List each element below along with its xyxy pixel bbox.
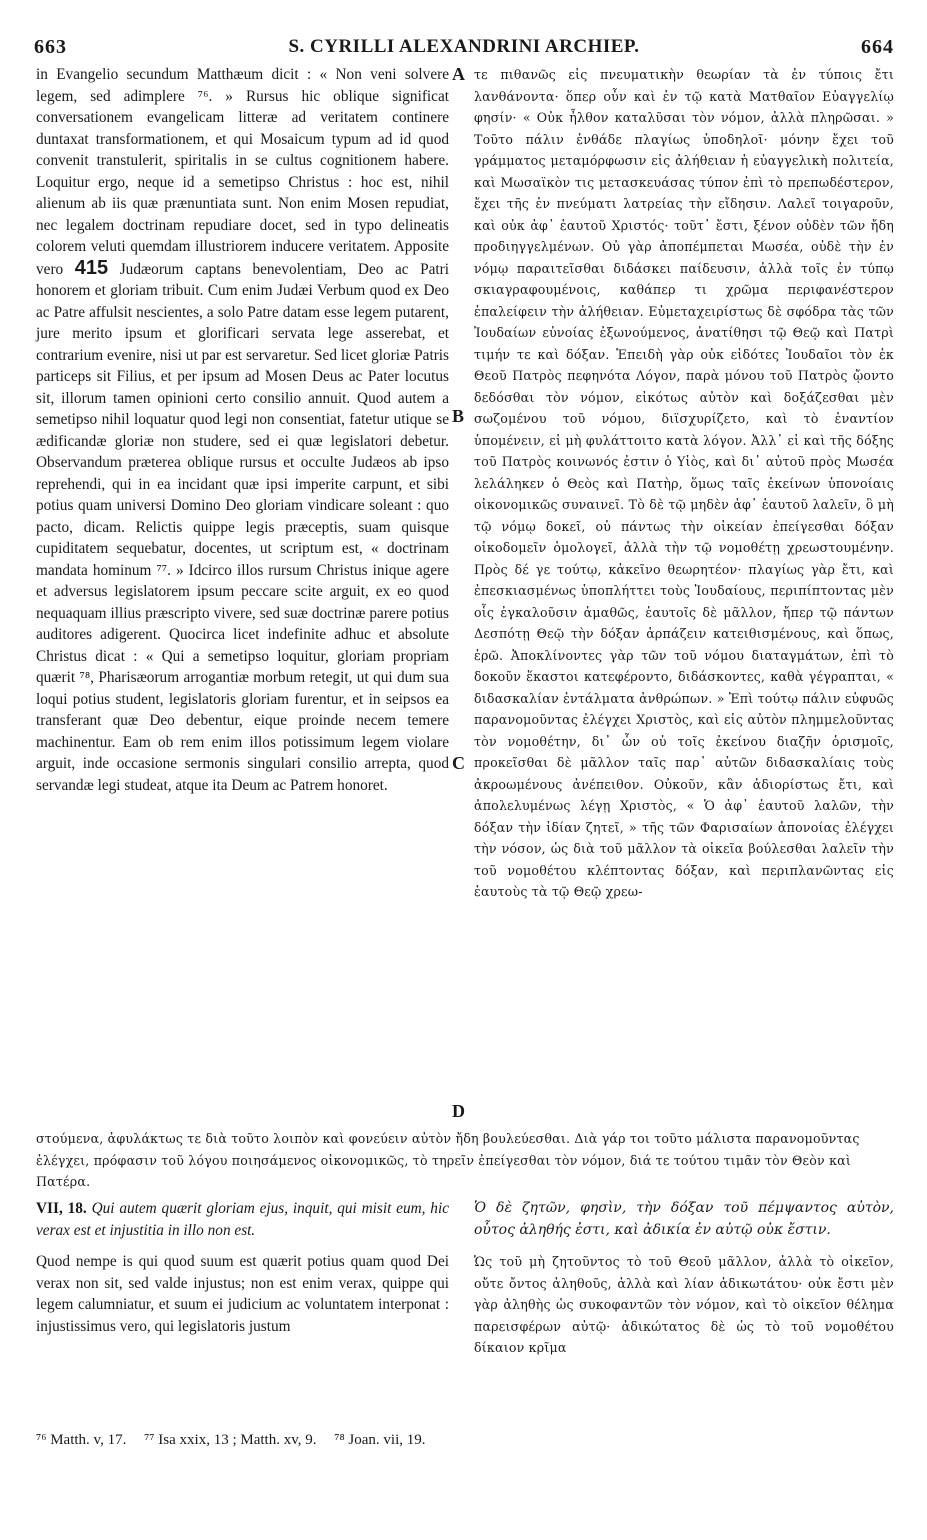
- greek-text: τε πιθανῶς εἰς πνευματικὴν θεωρίαν τὰ ἐν τύποις ἔτι λανθάνοντα· ὅπερ οὖν καὶ ἐν τῷ κατὰ Ματθαῖον Εὐαγγελίῳ φησίν· « Οὐκ ἦλθον καταλῦσαι τὸν νόμον, ἀλλὰ πληρῶσαι. » Τοῦτο πάλιν ἐνθάδε πλαγίως ὑποδηλοῖ· μόνην ἔχει τοῦ γράμματος μεταμόρφωσιν εἰς ἀλήθειαν ἡ εὐαγγελικὴ πολιτεία, καὶ Μωσαϊκὸν τις μετασκευάσας τύπον ἐπὶ τὸ πρεπωδέστερον, ἔχει τῆς ἐν πνεύματι λατρείας τὴν εἴδησιν. Λαλεῖ τοιγαροῦν, καὶ οὐκ ἀφ᾽ ἑαυτοῦ Χριστός· τοῦτ᾽ ἔστι, ξένον οὐδὲν τῶν ἤδη προδιηγγελμένων. Οὐ γὰρ ἀποπέμπεται Μωσέα, οὐδὲ τὴν ἐν νόμῳ παραιτεῖσθαι διδάσκει παίδευσιν, ἀλλὰ τοῖς ἐν τύπῳ σκιαγραφουμένοις, καθάπερ τι χρῶμα περιφανέστερον ἐπαλείφειν τὴν ἀλήθειαν. Εὐμεταχειρίστως δὲ σφόδρα τὰς τῶν Ἰουδαίων εὐνοίας ἐξωνούμενος, ἀνατίθησι τῷ Θεῷ καὶ Πατρὶ τιμήν τε καὶ δόξαν. Ἐπειδὴ γὰρ οὐκ εἰδότες Ἰουδαῖοι τὸν ἐκ Θεοῦ Πατρὸς πεφηνότα Λόγον, παρὰ μόνου τοῦ Πατρὸς ᾤοντο δεδόσθαι τὸν νόμον, εἰκότως αὐτὸν καὶ δοξάζεσθαι μὲν σωζομένου τοῦ νόμου, διϊσχυρίζετο, καὶ τὸ ἐναντίον ὑπομένειν, εἰ μὴ φυλάττοιτο κατὰ λόγον. Ἀλλ᾽ εἰ καὶ τῆς δόξης τοῦ Πατρὸς κοινωνός ἐστιν ὁ Υἱὸς, καὶ δι᾽ αὐτοῦ πρὸς Μωσέα λελάληκεν ὁ Θεὸς καὶ Πατὴρ, ὅμως ταῖς ἐκείνων ὑπονοίαις οἰκονομικῶς συναινεῖ. Τὸ δὲ τῷ μηδὲν ἀφ᾽ ἑαυτοῦ λαλεῖν, ὃ μὴ τῷ νόμῳ δοκεῖ, οὐ πάντως τὴν οἰκείαν ἐπείγεσθαι δόξαν οἰκοδομεῖν ὁμολογεῖ, ἀλλὰ τὴν τῷ νομοθέτῃ χρεωστουμένην. Πρὸς δέ γε τούτῳ, κἀκεῖνο θεωρητέον· πλαγίως γὰρ ἔτι, καὶ ἐπεσκιασμένως ὑποπλήττει τοὺς Ἰουδαίους, περιπίπτοντας μὲν οἷς ἐγκαλοῦσιν ἀμαθῶς, ἑαυτοῖς δὲ μᾶλλον, ἤπερ τῷ πάντων Δεσπότῃ Θεῷ τὴν δόξαν ἁρπάζειν κατειθισμένους, καὶ ὅπως, ἐρῶ. Ἀποκλίνοντες γὰρ τῶν τοῦ νόμου διαταγμάτων, ἐπὶ τὸ δοκοῦν ἕκαστοι κατεφέροντο, διδάσκοντες, καθὰ γέγραπται, « διδασκαλίαν ἐντάλματα ἀνθρώπων. » Ἐπὶ τούτῳ πάλιν εὐφυῶς παρανομοῦντας ἐλέγχει Χριστὸς, καὶ εἰς αὐτὸν πλημμελοῦντας τὸν νομοθέτην, δι᾽ ὧν οὐ τοῖς ἐκείνου διαζῆν ὁρισμοῖς, προκεῖσθαι δὲ μᾶλλον ταῖς παρ᾽ αὐτῶν διδασκαλίαις τοὺς ἀκροωμένους ἀνέπειθον. Οὐκοῦν, κἂν ἀδιορίστως ἔτι, καὶ ἀπολελυμένως λέγῃ Χριστὸς, « Ὁ ἀφ᾽ ἑαυτοῦ λαλῶν, τὴν δόξαν τὴν ἰδίαν ζητεῖ, » τῆς τῶν Φαρισαίων ἀπονοίας ἐλέγχει τὴν νόσον, ὡς διὰ τοῦ μᾶλλον τὰ οἰκεῖα βούλεσθαι λαλεῖν τὴν τοῦ νομοθέτου κλέπτοντας δόξαν, καὶ περιπλανῶντας εἰς ἑαυτοὺς τὰ τῷ Θεῷ χρεω-: [474, 67, 894, 899]
- section-latin-body: Quod nempe is qui quod suum est quærit potius quam quod Dei verax non sit, sed valde injustus; non est enim verax, quippe qui legem calumniatur, et suum ei judicium ac voluntatem interponat : injustissimus vero, qui legislatoris justum: [36, 1253, 449, 1335]
- footnote-78: ⁷⁸ Joan. vii, 19.: [334, 1432, 426, 1448]
- running-title: S. CYRILLI ALEXANDRINI ARCHIEP.: [288, 36, 640, 57]
- margin-letter-a: A: [452, 64, 465, 84]
- margin-letter-d: D: [452, 1101, 465, 1121]
- page-header: [34, 36, 894, 60]
- verse-reference: VII, 18.: [36, 1200, 87, 1217]
- section-greek-body: Ὡς τοῦ μὴ ζητοῦντος τὸ τοῦ Θεοῦ μᾶλλον, ἀλλὰ τὸ οἰκεῖον, οὔτε ὄντος ἀληθοῦς, ἀλλὰ καὶ λίαν ἀδικωτάτου· οὐκ ἔστι μὲν γὰρ ἀληθὴς ὡς συκοφαντῶν τὸν νόμον, καὶ τὸ οἰκεῖον θέλημα παρεισφέρων αὐτῷ· ἀδικώτατος δὲ ὡς τὸ τοῦ νομοθέτου δίκαιον κρῖμα: [474, 1254, 894, 1355]
- page-number-left: 663: [34, 36, 67, 58]
- greek-continuation-text: στούμενα, ἀφυλάκτως τε διὰ τοῦτο λοιπὸν καὶ φονεύειν αὐτὸν ἤδη βουλεύεσθαι. Διὰ γάρ τοι τοῦτο μάλιστα παρανομοῦντας ἐλέγχει, πρόφασιν τοῦ λόγου ποιησάμενος οἰκονομικῶς, τὸ τηρεῖν ἐπείγεσθαι τὸν νόμον, διά τε τούτου τιμᾶν τὸν Θεὸν καὶ Πατέρα.: [36, 1131, 860, 1189]
- section-greek: [474, 1198, 894, 1359]
- footnote-76: ⁷⁶ Matth. v, 17.: [36, 1432, 127, 1448]
- margin-letter-c: C: [452, 753, 465, 773]
- margin-letter-b: B: [452, 406, 465, 426]
- latin-column: [36, 64, 449, 796]
- latin-text-part2: Judæorum captans benevolentiam, Deo ac Patri honorem et gloriam tribuit. Cum enim Judæi Verbum quod ex Deo ac Patre affulsit nescientes, a solo Patre datam esse legem putarent, jure merito ipsum et glorificari servata lege asserebat, et contrarium evenire, nisi ut par est servaretur. Sed licet gloriæ Patris particeps sit Filius, et per ipsum ad Mosen Deus ac Pater locutus sit, illorum tamen opinioni certo consilio annuit. Quod autem a semetipso nihil loquatur quod legi non consentiat, fatetur utique se ædificandæ gloriæ non studere, sed ei quæ legislatori debetur. Observandum præterea oblique rursus et occulte Judæos ab ipso reprehendi, qui in ea incidant quæ ipsi imperite carpunt, et sibi potius quam universi Domino Deo gloriam vindicare soleant : quo pacto, dicam. Relictis quippe legis præceptis, suam quisque cupiditatem sequebatur, docentes, ut scriptum est, « doctrinam mandata hominum ⁷⁷. » Idcirco illos rursum Christus inique agere et adversus legislatorem ipsum peccare scite arguit, ex eo quod nequaquam illius præscripto vivere, sed suæ doctrinæ parere potius auditores adigerent. Quocirca licet indefinite adhuc et absolute Christus dicat : « Qui a semetipso loquitur, gloriam propriam quærit ⁷⁸, Pharisæorum arrogantiæ morbum retegit, ut qui dum sua loqui potius student, legislatoris gloriam furentur, et in seipsos ea transferant quæ Deo debentur, eique proinde necem temere machinentur. Eam ob rem enim illos potissimum legem violare arguit, inde occasione sermonis singulari consilio arrepta, quod servandæ legi studeat, atque ita Deum ac Patrem honoret.: [36, 260, 450, 794]
- page-number-right: 664: [861, 36, 894, 58]
- greek-column: [474, 64, 894, 903]
- column-number: 415: [74, 256, 109, 279]
- greek-continuation: [36, 1128, 894, 1193]
- latin-text-part1: in Evangelio secundum Matthæum dicit : « Non veni solvere legem, sed adimplere ⁷⁶. » Rursus hic oblique significat conversationem evangelicam litteræ ad veritatem continere duntaxat transformationem, et qui Mosaicum typum ad id quod convenit transtulerit, spiritalis in se cultus cognitionem habere. Loquitur ergo, neque id a semetipso Christus : hoc est, nihil alienum ab iis quæ prænuntiata sunt. Non enim Mosen repudiat, nec legalem doctrinam repudiare docet, sed in typo delineatis colorem veluti quemdam illustriorem inducere veritatem. Apposite vero: [36, 66, 449, 278]
- lemma-greek: Ὁ δὲ ζητῶν, φησὶν, τὴν δόξαν τοῦ πέμψαντος αὐτὸν, οὗτος ἀληθής ἐστι, καὶ ἀδικία ἐν αὐτῷ οὐκ ἔστιν.: [474, 1200, 894, 1238]
- lemma-latin: [36, 1198, 449, 1241]
- section-latin: [36, 1198, 449, 1337]
- footnotes: [36, 1432, 894, 1449]
- lemma-latin-text: Qui autem quærit gloriam ejus, inquit, qui misit eum, hic verax est et injustitia in illo non est.: [36, 1200, 449, 1239]
- footnote-77: ⁷⁷ Isa xxix, 13 ; Matth. xv, 9.: [144, 1432, 317, 1448]
